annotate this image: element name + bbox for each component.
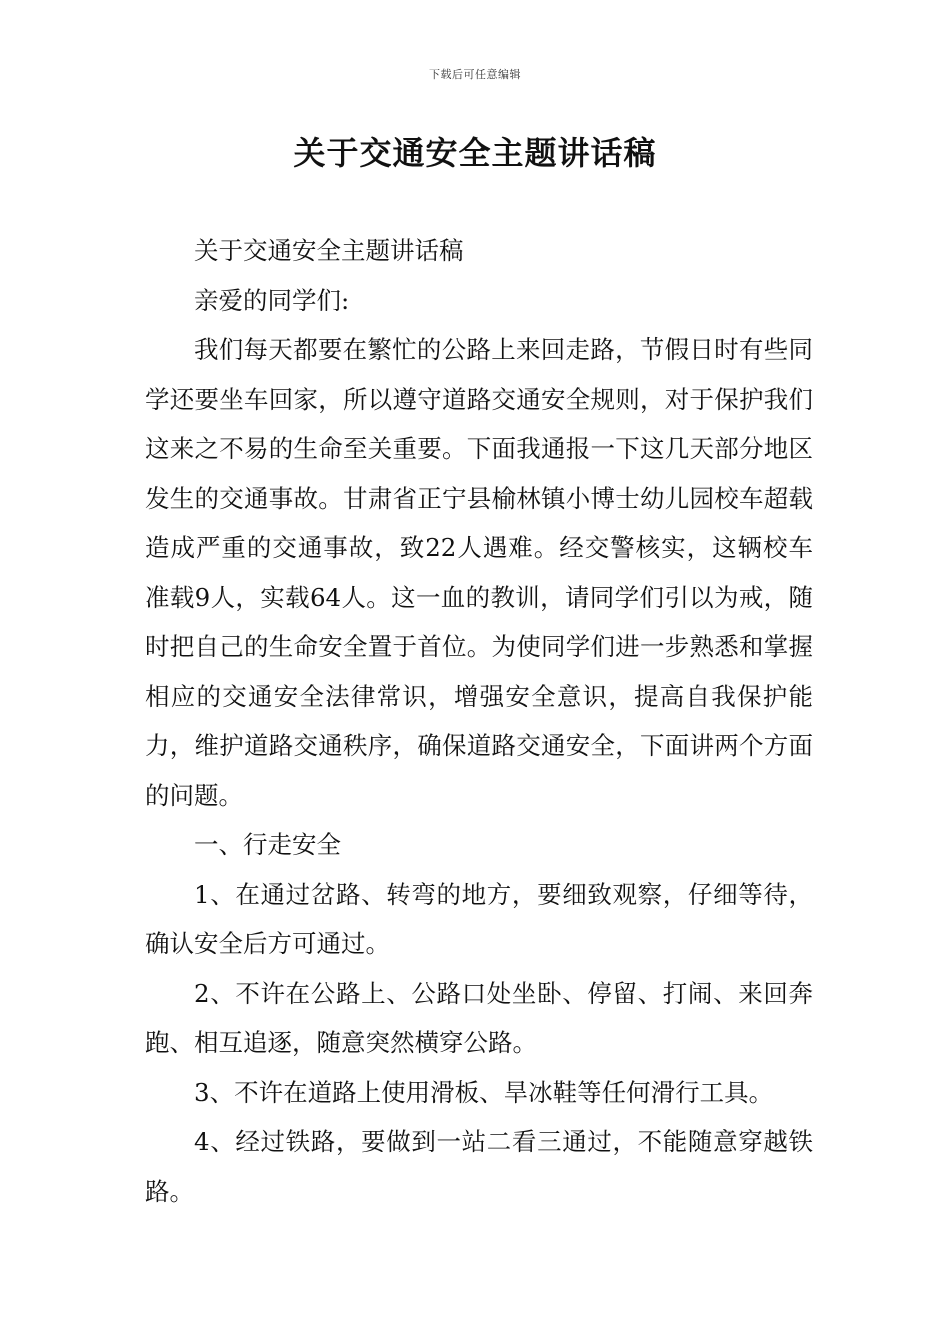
list-item: 3、不许在道路上使用滑板、旱冰鞋等任何滑行工具。 [194,1077,774,1107]
list-item: 1、在通过岔路、转弯的地方，要细致观察，仔细等待，确认安全后方可通过。 [145,879,813,958]
list-item: 2、不许在公路上、公路口处坐卧、停留、打闹、来回奔跑、相互追逐，随意突然横穿公路。 [145,978,813,1057]
paragraph-greeting: 亲爱的同学们: [194,285,350,315]
list-item: 4、经过铁路，要做到一站二看三通过，不能随意穿越铁路。 [145,1127,813,1206]
document-title: 关于交通安全主题讲话稿 [293,134,657,172]
document-body [145,226,813,1216]
paragraph-subtitle: 关于交通安全主题讲话稿 [194,236,464,265]
paragraph-intro: 我们每天都要在繁忙的公路上来回走路，节假日时有些同学还要坐车回家，所以遵守道路交通安全规则，对于保护我们这来之不易的生命至关重要。下面我通报一下这几天部分地区发生的交通事故。甘肃省正宁县榆林镇小博士幼儿园校车超载造成严重的交通事故，致22人遇难。经交警核实，这辆校车准载9人，实载64人。这一血的教训，请同学们引以为戒，随时把自己的生命安全置于首位。为使同学们进一步熟悉和掌握相应的交通安全法律常识，增强安全意识，提高自我保护能力，维护道路交通秩序，确保道路交通安全，下面讲两个方面的问题。 [145,335,813,810]
section-heading-walking-safety: 一、行走安全 [194,830,341,859]
header-note: 下载后可任意编辑 [429,68,521,81]
